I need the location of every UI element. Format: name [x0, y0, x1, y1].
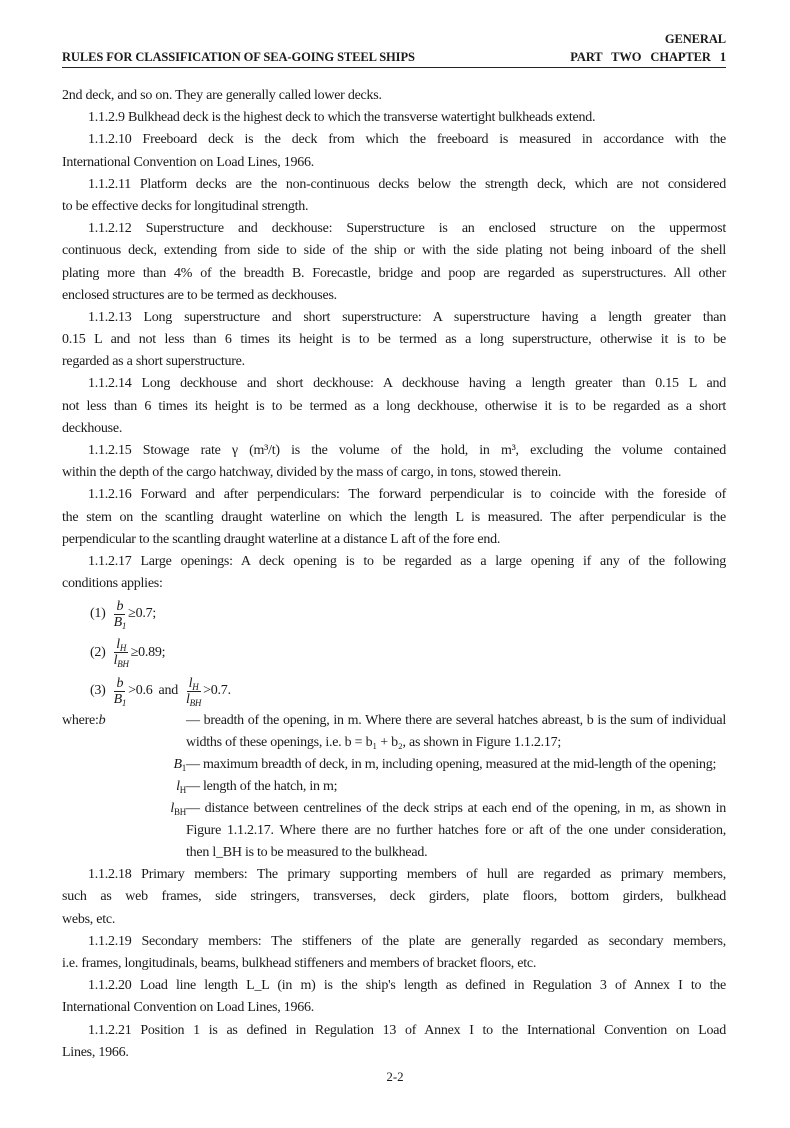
text-line: 1.1.2.11 Platform decks are the non-continuous decks below the strength deck, which are not considered [88, 176, 726, 192]
symbol: l [176, 779, 180, 795]
paragraph [62, 551, 726, 595]
text-line: continuous deck, extending from side to side of the ship or with the side plating not being inboard of the shell [62, 243, 726, 259]
fraction-denominator [114, 653, 129, 668]
text-line: 1.1.2.9 Bulkhead deck is the highest deck to which the transverse watertight bulkheads extend. [88, 110, 596, 126]
formula-condition [62, 634, 726, 672]
definition-text [186, 710, 726, 732]
paragraphs-bottom [62, 864, 726, 1064]
text-line: plating more than 4% of the breadth B. Forecastle, bridge and poop are regarded as superstructures. All other [62, 265, 726, 281]
subscript: BH [189, 697, 202, 708]
text-line: enclosed structures are to be termed as deckhouses. [62, 287, 337, 303]
symbol: b [116, 598, 124, 614]
definition-text [186, 842, 726, 864]
relation: ≥0.89 [130, 644, 162, 660]
fraction-numerator [187, 676, 201, 692]
text-line: International Convention on Load Lines, 1966. [62, 154, 314, 170]
text-line: Lines, 1966. [62, 1044, 129, 1060]
paragraph [62, 218, 726, 307]
text-line: i.e. frames, longitudinals, beams, bulkhead stiffeners and members of bracket floors, etc. [62, 955, 537, 971]
definition-text [186, 776, 726, 798]
text-line: webs, etc. [62, 911, 116, 927]
joiner-text: and [158, 682, 179, 698]
fraction-denominator [114, 692, 127, 707]
definition-text [186, 732, 726, 754]
text-line: Figure 1.1.2.17. Where there are no further hatches fore or aft of the one under consideration, [186, 823, 726, 839]
paragraph [62, 931, 726, 975]
paragraph [62, 107, 726, 129]
subscript: H [119, 643, 127, 654]
fraction [114, 676, 127, 707]
definition-item [62, 710, 726, 732]
punctuation: . [227, 682, 231, 698]
text-line: International Convention on Load Lines, 1966. [62, 1000, 314, 1016]
symbol: B [173, 757, 182, 773]
symbol: l [113, 653, 118, 669]
definition-symbol [62, 710, 186, 732]
where-prefix: where: [62, 713, 99, 729]
subscript: 1 [121, 697, 127, 708]
symbol: b [116, 675, 124, 691]
header-section-title: GENERAL [664, 32, 726, 46]
paragraph [62, 975, 726, 1019]
paragraph [62, 1020, 726, 1064]
fraction-numerator [114, 599, 125, 615]
paragraph [62, 85, 726, 107]
definition-symbol [62, 776, 186, 798]
text-line: — breadth of the opening, in m. Where there are several hatches abreast, b is the sum of individual [186, 713, 726, 729]
definition-text [186, 754, 726, 776]
fraction-denominator [114, 615, 127, 630]
definition-symbol [62, 754, 186, 776]
text-line: — maximum breadth of deck, in m, including opening, measured at the mid-length of the opening; [186, 757, 717, 773]
text-line: 1.1.2.20 Load line length L_L (in m) is the ship's length as defined in Regulation 3 of Annex I to the [88, 978, 726, 994]
definition-item [62, 776, 726, 798]
fraction [114, 599, 127, 630]
subscript: BH [117, 659, 129, 670]
definition-symbol [62, 798, 186, 820]
text-line: then l_BH is to be measured to the bulkhead. [186, 845, 428, 861]
text-line: 1.1.2.16 Forward and after perpendiculars: The forward perpendicular is to coincide with the foreside of [88, 487, 726, 503]
text-line: — distance between centrelines of the deck strips at each end of the opening, in m, as shown in [186, 801, 726, 817]
text-line: 1.1.2.19 Secondary members: The stiffeners of the plate are generally regarded as secondary members, [88, 933, 726, 949]
definition-continuation [62, 732, 726, 754]
conditions-formulas [62, 595, 726, 710]
text-line: such as web frames, side stringers, transverses, deck girders, plate floors, bottom girders, bulkhead [62, 889, 726, 905]
definition-item [62, 798, 726, 820]
fraction-numerator [114, 637, 128, 653]
paragraph [62, 373, 726, 440]
condition-label: (3) [90, 682, 106, 698]
text-line: conditions applies: [62, 576, 163, 592]
text-line: to be effective decks for longitudinal strength. [62, 198, 309, 214]
punctuation: ; [161, 644, 166, 660]
symbol: b [98, 713, 106, 729]
text-line: the stem on the scantling draught waterline on which the length L is measured. The after perpendicular is the [62, 509, 726, 525]
symbol: l [170, 801, 174, 817]
fraction [186, 676, 201, 707]
relation: ≥0.7 [128, 606, 153, 622]
text-line: 1.1.2.18 Primary members: The primary supporting members of hull are regarded as primary members, [88, 867, 726, 883]
definition-text [186, 798, 726, 820]
fraction-numerator [114, 676, 125, 692]
header-divider [62, 67, 726, 68]
punctuation: ; [152, 606, 156, 622]
subscript: 1 [121, 620, 127, 631]
text-line: regarded as a short superstructure. [62, 354, 245, 370]
text-line: 1.1.2.12 Superstructure and deckhouse: Superstructure is an enclosed structure on the uppermost [88, 221, 726, 237]
paragraph [62, 307, 726, 374]
paragraph [62, 484, 726, 551]
relation: >0.6 [128, 682, 153, 698]
definition-text [186, 820, 726, 842]
paragraph [62, 129, 726, 173]
condition-label: (2) [90, 644, 106, 660]
text-line: 1.1.2.14 Long deckhouse and short deckhouse: A deckhouse having a length greater than 0.15 L and [88, 376, 726, 392]
subscript: 1 [181, 763, 186, 774]
text-line: 1.1.2.13 Long superstructure and short superstructure: A superstructure having a length greater than [88, 309, 726, 325]
text-line: within the depth of the cargo hatchway, divided by the mass of cargo, in tons, stowed therein. [62, 465, 562, 481]
symbol: l [186, 691, 190, 707]
text-line: deckhouse. [62, 420, 123, 436]
paragraph [62, 440, 726, 484]
subscript: H [192, 681, 199, 692]
fraction-denominator [186, 692, 201, 707]
formula-condition [62, 595, 726, 633]
header-book-title: RULES FOR CLASSIFICATION OF SEA-GOING STEEL SHIPS [62, 50, 415, 64]
where-definitions [62, 710, 726, 864]
text-line: 1.1.2.15 Stowage rate γ (m³/t) is the volume of the hold, in m³, excluding the volume contained [88, 443, 726, 458]
definition-continuation [62, 842, 726, 864]
paragraph [62, 864, 726, 931]
text-line: — length of the hatch, in m; [186, 779, 338, 795]
definition-item [62, 754, 726, 776]
header-part-chapter: PART TWO CHAPTER 1 [570, 50, 726, 64]
symbol: B [113, 614, 122, 630]
text-line: 1.1.2.10 Freeboard deck is the deck from which the freeboard is measured in accordance with the [88, 132, 726, 148]
text-line: widths of these openings, i.e. b = b₁ + b₂, as shown in Figure 1.1.2.17; [186, 735, 562, 751]
fraction [114, 637, 129, 668]
text-line: 2nd deck, and so on. They are generally called lower decks. [62, 88, 382, 103]
formula-condition [62, 672, 726, 710]
text-line: not less than 6 times its height is to be termed as a long deckhouse, otherwise it is to be regarded as a short [62, 398, 726, 414]
text-line: perpendicular to the scantling draught waterline at a distance L aft of the fore end. [62, 531, 501, 547]
text-line: 1.1.2.21 Position 1 is as defined in Regulation 13 of Annex I to the International Convention on Load [88, 1022, 726, 1038]
text-line: 1.1.2.17 Large openings: A deck opening is to be regarded as a large opening if any of the following [88, 553, 726, 569]
subscript: H [179, 785, 186, 796]
paragraphs-top [62, 85, 726, 595]
page-number: 2-2 [386, 1069, 404, 1084]
symbol: l [188, 675, 193, 691]
definition-continuation [62, 820, 726, 842]
page-body [62, 85, 726, 1064]
paragraph [62, 174, 726, 218]
symbol: l [116, 637, 120, 653]
condition-label: (1) [90, 606, 106, 622]
text-line: 0.15 L and not less than 6 times its height is to be termed as a long superstructure, otherwise it is to be [62, 332, 726, 348]
subscript: BH [173, 807, 186, 818]
relation: >0.7 [203, 682, 228, 698]
symbol: B [113, 691, 122, 707]
